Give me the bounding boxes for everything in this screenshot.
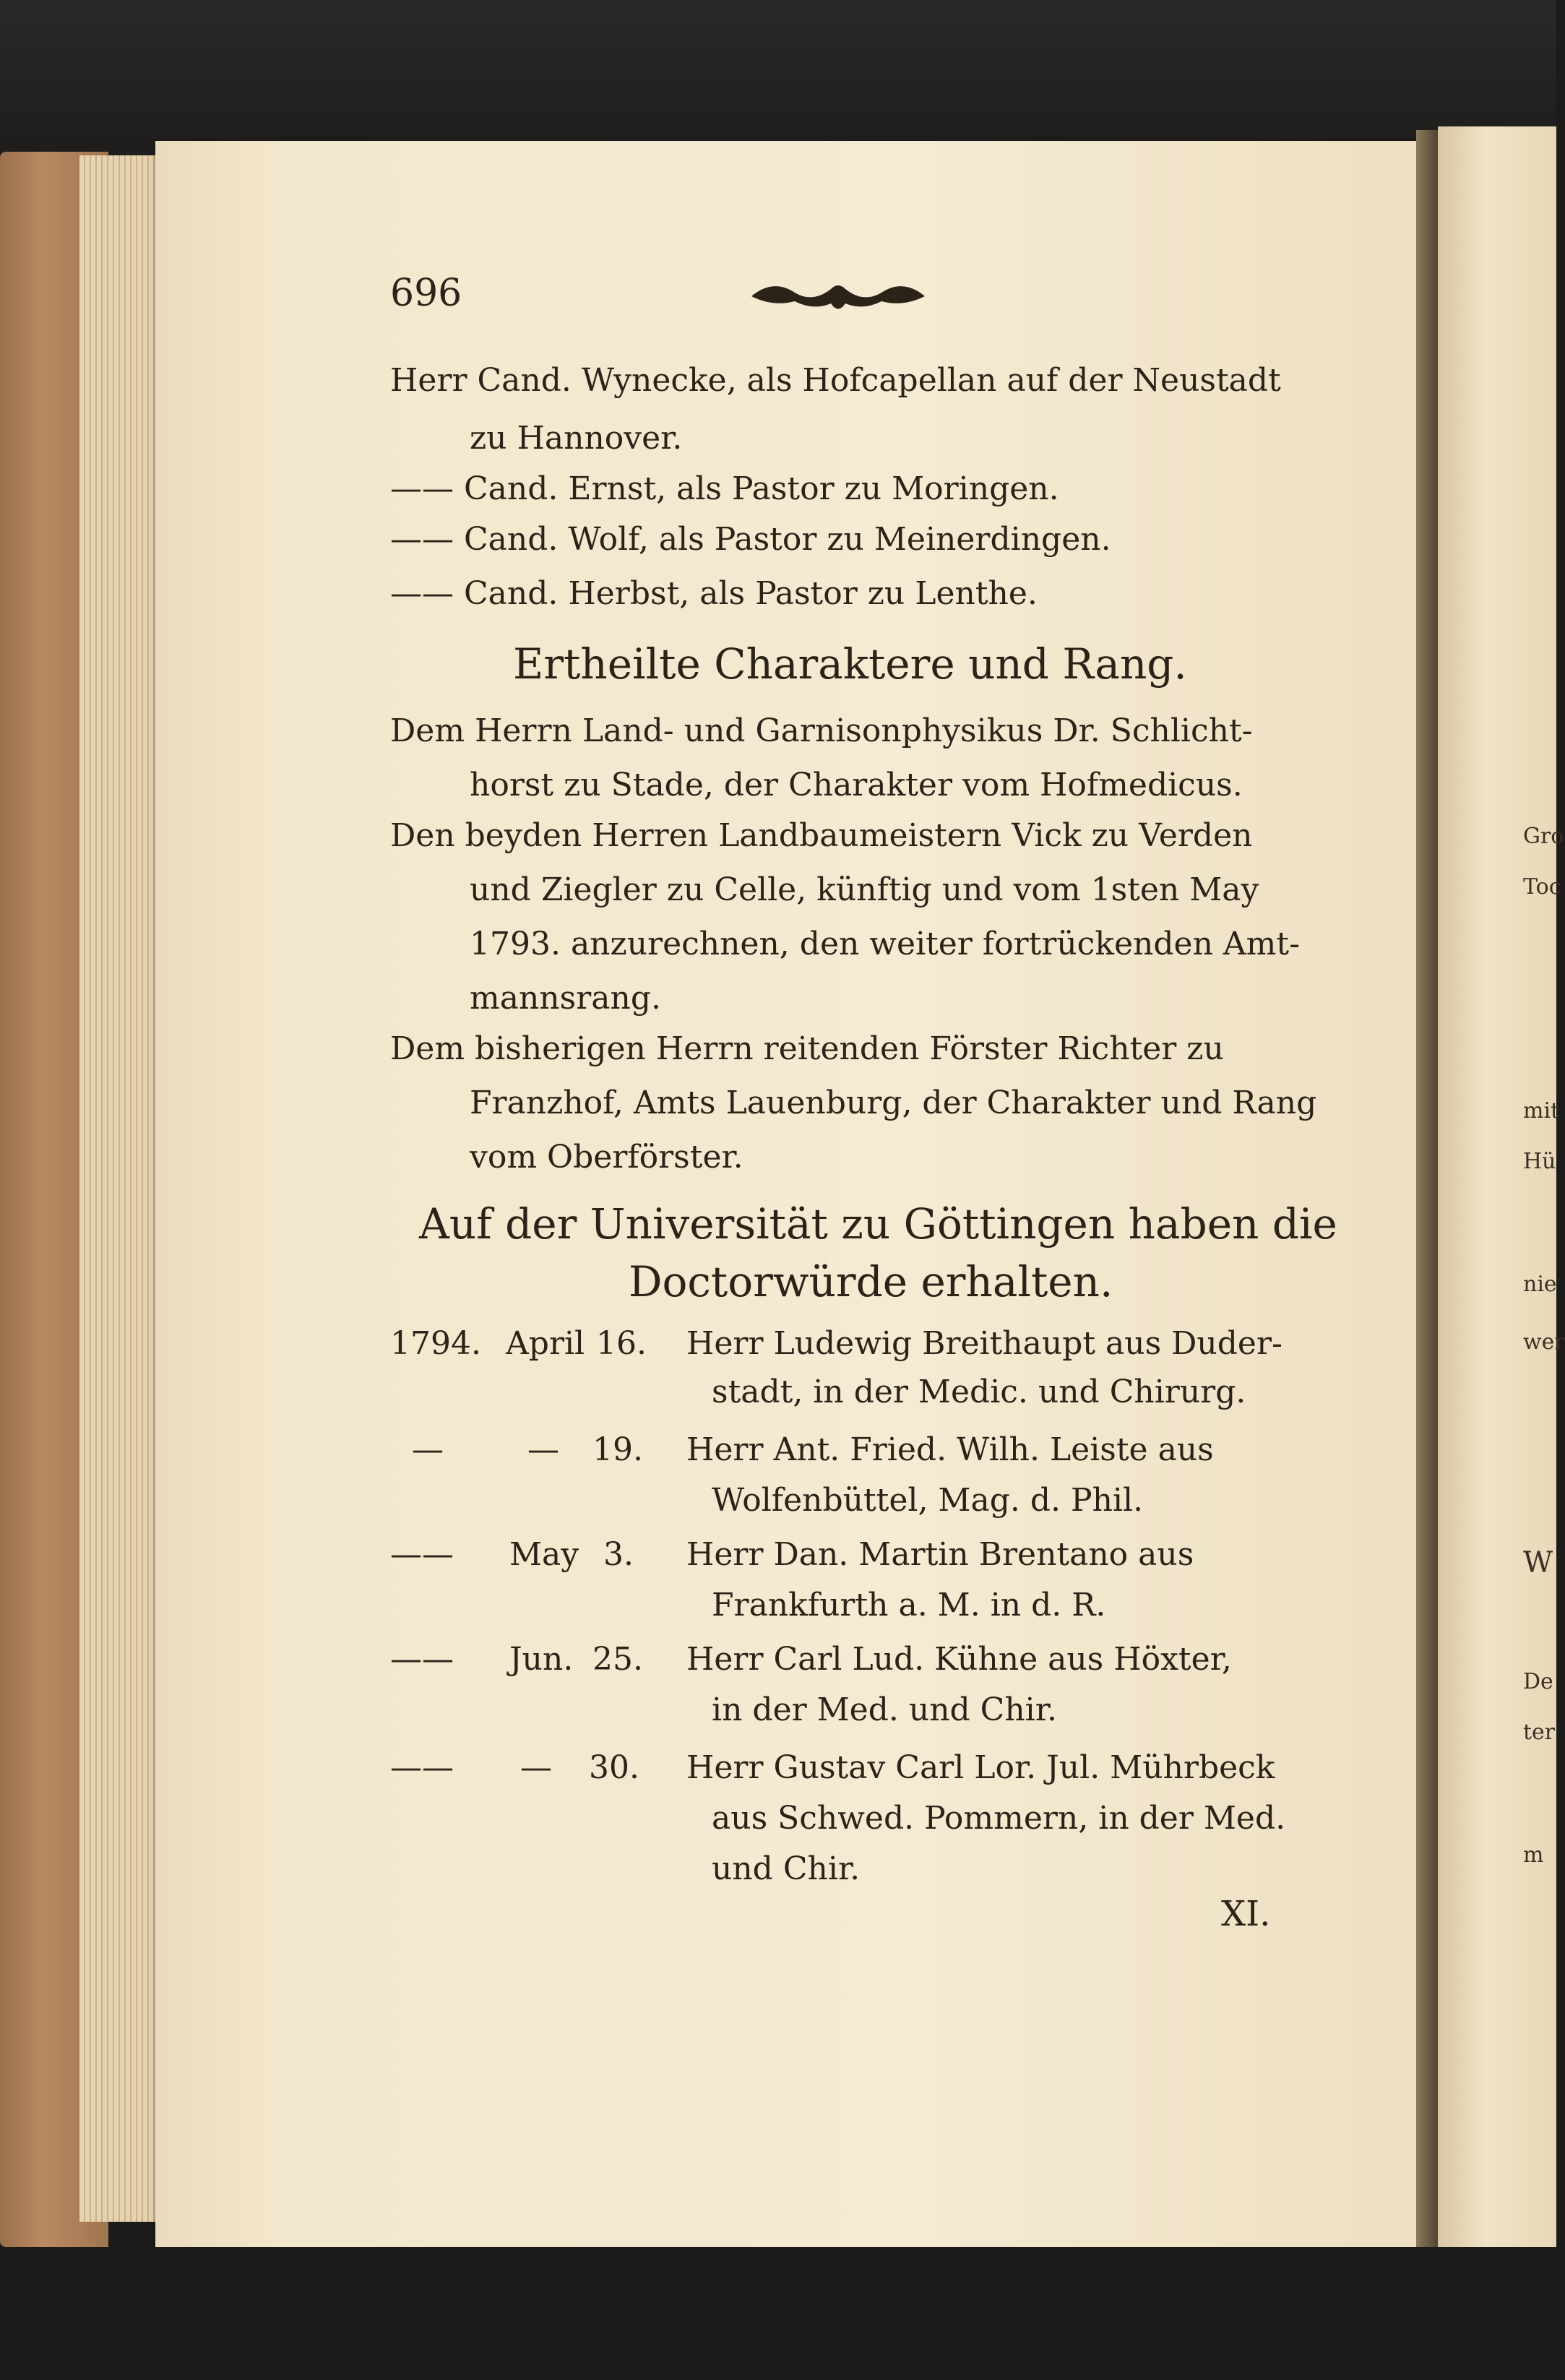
appointment-text: Cand. Wynecke, als Hofcapellan auf der Neustadt bbox=[477, 362, 1281, 399]
facing-page-fragment: De bbox=[1523, 1669, 1553, 1694]
facing-page-fragment: Gro bbox=[1523, 824, 1564, 849]
entry-line: mannsrang. bbox=[470, 980, 661, 1017]
appointment-text: Cand. Ernst, als Pastor zu Moringen. bbox=[464, 470, 1059, 507]
facing-page-fragment: wer bbox=[1523, 1329, 1565, 1355]
month: Jun. bbox=[509, 1641, 574, 1678]
facing-page-fragment: nie bbox=[1523, 1272, 1557, 1297]
day: 16. bbox=[596, 1325, 647, 1362]
book-page bbox=[155, 141, 1427, 2251]
dash: —— bbox=[390, 1536, 454, 1573]
section-heading: Doctorwürde erhalten. bbox=[629, 1257, 1113, 1306]
dash: —— bbox=[390, 470, 454, 507]
section-heading: Ertheilte Charaktere und Rang. bbox=[513, 639, 1187, 689]
facing-page-fragment: Hü bbox=[1523, 1149, 1556, 1174]
entry-line: aus Schwed. Pommern, in der Med. bbox=[712, 1800, 1286, 1837]
entry-line: Herr Carl Lud. Kühne aus Höxter, bbox=[686, 1641, 1232, 1678]
appointment-entry bbox=[390, 521, 1111, 558]
appointment-entry bbox=[390, 362, 1281, 399]
entry-line: und Ziegler zu Celle, künftig und vom 1sten May bbox=[470, 871, 1259, 908]
entry-line: Herr Ludewig Breithaupt aus Duder- bbox=[686, 1325, 1282, 1362]
background bbox=[0, 0, 1556, 159]
month: April bbox=[506, 1325, 585, 1362]
dash: — bbox=[520, 1749, 552, 1786]
dash: — bbox=[412, 1431, 444, 1468]
facing-page-fragment: W bbox=[1523, 1546, 1553, 1579]
appointment-text: Cand. Wolf, als Pastor zu Meinerdingen. bbox=[464, 521, 1111, 558]
entry-line: Franzhof, Amts Lauenburg, der Charakter und Rang bbox=[470, 1085, 1317, 1121]
entry-line: horst zu Stade, der Charakter vom Hofmedicus. bbox=[470, 767, 1243, 803]
day: 30. bbox=[589, 1749, 639, 1786]
appointment-prefix: Herr bbox=[390, 362, 467, 399]
appointment-text: Cand. Herbst, als Pastor zu Lenthe. bbox=[464, 575, 1038, 612]
entry-line: in der Med. und Chir. bbox=[712, 1691, 1057, 1728]
dash: — bbox=[527, 1431, 559, 1468]
facing-page-fragment: m bbox=[1523, 1842, 1544, 1868]
day: 3. bbox=[603, 1536, 634, 1573]
dash: —— bbox=[390, 521, 454, 558]
entry-line: Frankfurth a. M. in d. R. bbox=[712, 1587, 1106, 1624]
day: 25. bbox=[592, 1641, 643, 1678]
dash: —— bbox=[390, 1641, 454, 1678]
entry-line: 1793. anzurechnen, den weiter fortrückenden Amt- bbox=[470, 926, 1300, 962]
ornament-icon bbox=[744, 271, 932, 322]
dash: —— bbox=[390, 1749, 454, 1786]
entry-first-line: Dem bisherigen Herrn reitenden Förster Richter zu bbox=[390, 1030, 1224, 1067]
entry-line: vom Oberförster. bbox=[470, 1139, 743, 1176]
month: May bbox=[509, 1536, 579, 1573]
facing-page-fragment: mit bbox=[1523, 1098, 1560, 1124]
facing-page bbox=[1438, 126, 1556, 2265]
catchword: XI. bbox=[1221, 1894, 1271, 1934]
entry-first-line: Dem Herrn Land- und Garnisonphysikus Dr. Schlicht- bbox=[390, 712, 1253, 749]
year: 1794. bbox=[390, 1325, 481, 1362]
facing-page-fragment: Toc bbox=[1523, 874, 1561, 900]
entry-line: stadt, in der Medic. und Chirurg. bbox=[712, 1374, 1246, 1410]
entry-line: Herr Ant. Fried. Wilh. Leiste aus bbox=[686, 1431, 1214, 1468]
entry-line: und Chir. bbox=[712, 1850, 861, 1887]
background-bottom bbox=[0, 2247, 1556, 2380]
entry-line: Herr Gustav Carl Lor. Jul. Mührbeck bbox=[686, 1749, 1275, 1786]
appointment-entry bbox=[390, 470, 1059, 507]
entry-first-line: Den beyden Herren Landbaumeistern Vick zu Verden bbox=[390, 817, 1253, 854]
appointment-continuation: zu Hannover. bbox=[470, 420, 683, 457]
entry-line: Herr Dan. Martin Brentano aus bbox=[686, 1536, 1194, 1573]
entry-line: Wolfenbüttel, Mag. d. Phil. bbox=[712, 1482, 1144, 1519]
page-number: 696 bbox=[390, 272, 462, 315]
day: 19. bbox=[592, 1431, 643, 1468]
facing-page-fragment: ter bbox=[1523, 1720, 1556, 1745]
appointment-entry bbox=[390, 575, 1038, 612]
dash: —— bbox=[390, 575, 454, 612]
section-heading: Auf der Universität zu Göttingen haben die bbox=[419, 1199, 1337, 1249]
